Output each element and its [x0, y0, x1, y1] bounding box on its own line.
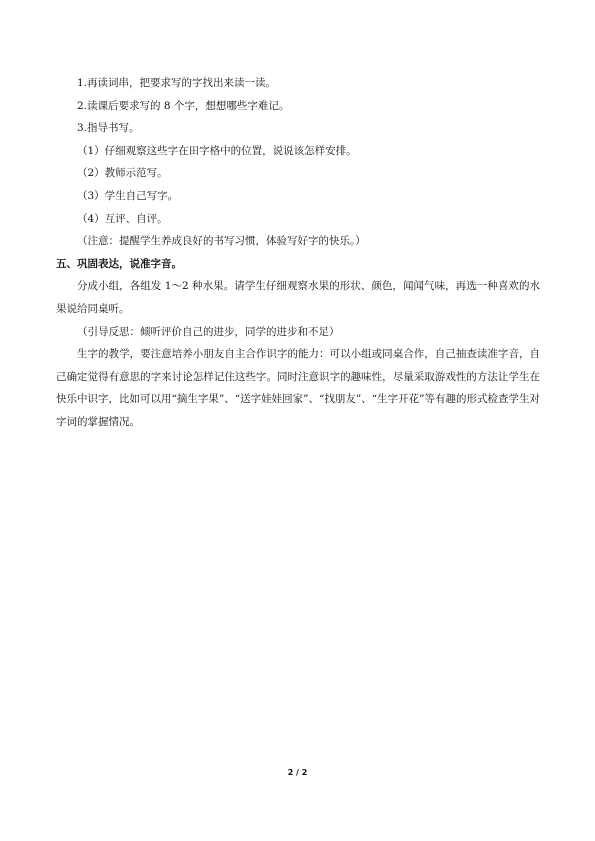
note-text: （注意：提醒学生养成良好的书写习惯，体验写好字的快乐。）: [77, 235, 366, 248]
substep-2-text: （2）教师示范写。: [77, 167, 168, 180]
step-2-text: 2.读课后要求写的 8 个字，想想哪些字难记。: [77, 99, 290, 112]
section-five-heading: 五、巩固表达，说准字音。: [56, 257, 182, 270]
step-3-text: 3.指导书写。: [77, 122, 140, 135]
teaching-notes-text: 生字的教学，要注意培养小朋友自主合作识字的能力：可以小组或同桌合作，自己抽查读准字音，自己确定觉得有意思的字来讨论怎样记住这些字。同时注意识字的趣味性，尽量采取游戏性的方法让学生在快乐中识字，比如可以用“摘生字果”、“送字娃娃回家”、“找朋友”、“生字开花”等有趣的形式检查学生对字词的掌握情况。: [56, 348, 540, 428]
reflection-text: （引导反思：倾听评价自己的进步，同学的进步和不足）: [77, 325, 340, 338]
group-activity-text: 分成小组，各组发 1～2 种水果。请学生仔细观察水果的形状、颜色，闻闻气味，再选一种喜欢的水果说给同桌听。: [56, 280, 540, 315]
document-body: [56, 72, 540, 434]
page-number: 2 / 2: [287, 768, 308, 777]
substep-3-text: （3）学生自己写字。: [77, 189, 179, 202]
substep-4-text: （4）互评、自评。: [77, 212, 168, 225]
step-1-text: 1.再读词串，把要求写的字找出来读一读。: [77, 77, 277, 89]
substep-1-text: （1）仔细观察这些字在田字格中的位置，说说该怎样安排。: [77, 144, 357, 157]
